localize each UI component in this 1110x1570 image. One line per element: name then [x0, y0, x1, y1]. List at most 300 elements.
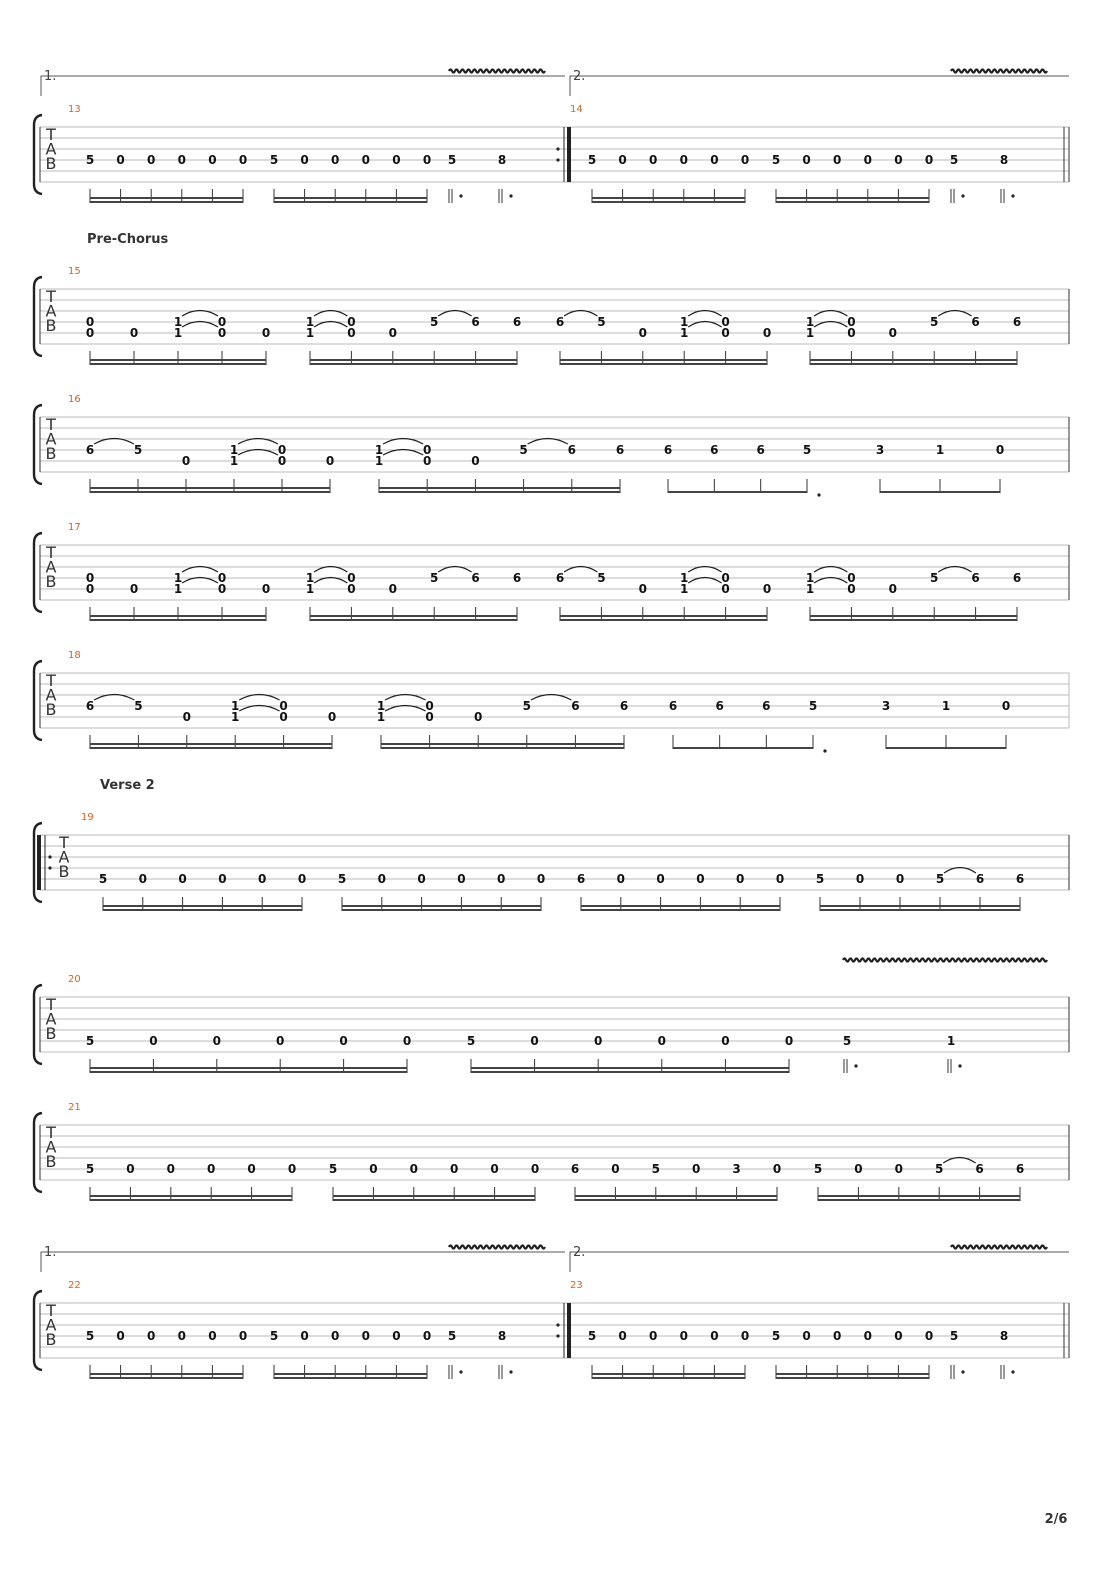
beam: [90, 1067, 407, 1069]
repeat-start-thick-bar: [37, 835, 41, 890]
fret-number: 1: [374, 454, 384, 468]
fret-number: 0: [327, 710, 337, 724]
tab-clef-letter: A: [45, 429, 57, 449]
repeat-end-thick-bar: [567, 127, 571, 182]
fret-number: 0: [471, 454, 480, 468]
beam: [274, 201, 427, 203]
fret-number: 0: [331, 153, 340, 167]
beam: [103, 909, 302, 911]
fret-number: 1: [305, 315, 315, 329]
volta-ending-bracket: [41, 1252, 565, 1272]
fret-number: 0: [116, 1329, 125, 1343]
fret-number: 5: [930, 315, 939, 329]
beam: [673, 747, 813, 749]
fret-number: 0: [129, 582, 139, 596]
beam: [818, 1199, 1020, 1201]
beam: [575, 1195, 777, 1197]
beam-group: [556, 311, 771, 366]
fret-number: 0: [847, 571, 856, 585]
fret-number: 5: [949, 1329, 959, 1343]
beam-group: [86, 439, 334, 494]
fret-number: 1: [229, 443, 239, 457]
vibrato-wavy-line: [843, 959, 1047, 962]
fret-number: 0: [696, 872, 705, 886]
fret-number: 0: [721, 326, 730, 340]
fret-number: 0: [182, 710, 191, 724]
fret-number: 5: [771, 153, 781, 167]
fret-number: 0: [277, 443, 287, 457]
fret-number: 0: [276, 1034, 285, 1048]
fret-number: 0: [638, 582, 647, 596]
augmentation-dot: [509, 1370, 512, 1373]
beam: [274, 1377, 427, 1379]
beam: [90, 1373, 243, 1375]
fret-number: 5: [447, 1329, 457, 1343]
fret-number: 0: [258, 872, 267, 886]
fret-number: 6: [971, 315, 980, 329]
beam: [668, 491, 807, 493]
fret-number: 5: [98, 872, 108, 886]
beam-group: [86, 311, 270, 366]
tab-system: [34, 778, 1069, 911]
volta-ending-bracket: [570, 1252, 1069, 1272]
fret-number: 0: [649, 153, 658, 167]
beam: [810, 359, 1017, 361]
tab-clef-letter: B: [45, 444, 57, 463]
beam: [310, 615, 517, 617]
fret-number: 0: [894, 1329, 903, 1343]
repeat-dot: [556, 158, 559, 161]
fret-number: 5: [430, 571, 439, 585]
fret-number: 0: [762, 326, 772, 340]
fret-number: 1: [305, 326, 315, 340]
fret-number: 1: [374, 443, 384, 457]
beam: [575, 1199, 777, 1201]
fret-number: 5: [597, 571, 606, 585]
tab-clef-letter: T: [46, 995, 56, 1014]
fret-number: 0: [388, 582, 397, 596]
fret-number: 5: [85, 153, 95, 167]
beam: [333, 1199, 535, 1201]
beam-group: [338, 872, 545, 911]
section-label: Pre-Chorus: [87, 232, 169, 247]
fret-number: 0: [863, 1329, 872, 1343]
fret-number: 0: [238, 1329, 248, 1343]
fret-number: 5: [842, 1034, 852, 1048]
tab-clef-letter: A: [58, 847, 70, 867]
fret-number: 0: [450, 1162, 459, 1176]
tab-system: [34, 394, 1069, 497]
fret-number: 0: [422, 153, 432, 167]
augmentation-dot: [817, 493, 820, 496]
fret-number: 0: [402, 1034, 412, 1048]
fret-number: 5: [813, 1162, 823, 1176]
beam-group: [375, 439, 624, 494]
fret-number: 0: [924, 1329, 934, 1343]
fret-number: 6: [975, 872, 985, 886]
fret-number: 0: [762, 582, 772, 596]
fret-number: 6: [975, 1162, 984, 1176]
fret-number: 5: [935, 1162, 944, 1176]
fret-number: 0: [888, 326, 897, 340]
tab-clef-letter: A: [45, 1009, 57, 1029]
fret-number: 5: [771, 1329, 781, 1343]
repeat-end-thick-bar: [567, 1303, 571, 1358]
fret-number: 0: [149, 1034, 158, 1048]
fret-number: 0: [740, 153, 750, 167]
beam: [381, 747, 624, 749]
fret-number: 0: [300, 153, 309, 167]
fret-number: 5: [447, 153, 457, 167]
fret-number: 0: [457, 872, 466, 886]
fret-number: 0: [147, 153, 156, 167]
measure-number: 21: [68, 1102, 81, 1113]
beam-group: [306, 311, 521, 366]
tab-clef-letter: A: [45, 301, 57, 321]
beam-group: [577, 872, 784, 911]
vibrato-wavy-line: [449, 70, 545, 73]
tab-clef-letter: T: [46, 1123, 56, 1142]
fret-number: 0: [347, 571, 356, 585]
beam: [592, 201, 745, 203]
beam: [810, 615, 1017, 617]
fret-number: 5: [430, 315, 439, 329]
beam: [581, 905, 780, 907]
fret-number: 0: [618, 1329, 627, 1343]
fret-number: 0: [530, 1162, 540, 1176]
fret-number: 0: [854, 1162, 863, 1176]
beam: [592, 1377, 745, 1379]
fret-number: 0: [217, 571, 227, 585]
fret-number: 6: [571, 699, 580, 713]
fret-number: 0: [423, 454, 432, 468]
tab-system: [34, 69, 1069, 203]
fret-number: 1: [173, 315, 183, 329]
fret-number: 0: [85, 315, 95, 329]
tab-clef-letter: T: [59, 833, 69, 852]
beam: [90, 1377, 243, 1379]
measure-number: 16: [68, 394, 81, 405]
beam: [776, 1373, 929, 1375]
fret-number: 5: [134, 699, 143, 713]
augmentation-dot: [1011, 1370, 1014, 1373]
beam-group: [86, 1034, 411, 1073]
volta-ending-number: 1.: [44, 1245, 57, 1260]
repeat-dot: [556, 147, 559, 150]
fret-number: 0: [423, 443, 432, 457]
fret-number: 6: [668, 699, 678, 713]
fret-number: 0: [409, 1162, 418, 1176]
repeat-dot: [556, 1334, 559, 1337]
fret-number: 0: [361, 153, 370, 167]
beam: [103, 905, 302, 907]
fret-number: 6: [971, 571, 980, 585]
fret-number: 1: [680, 582, 689, 596]
fret-number: 5: [466, 1034, 476, 1048]
beam-group: [806, 311, 1021, 366]
vibrato-wavy-line: [951, 70, 1047, 73]
fret-number: 8: [999, 1329, 1009, 1343]
fret-number: 8: [999, 153, 1009, 167]
fret-number: 0: [147, 1329, 156, 1343]
fret-number: 0: [924, 153, 934, 167]
fret-number: 0: [833, 1329, 842, 1343]
volta-ending-number: 1.: [44, 69, 57, 84]
fret-number: 5: [522, 699, 531, 713]
vibrato-wavy-line: [951, 1246, 1047, 1249]
measure-number: 13: [68, 104, 81, 115]
fret-number: 0: [638, 326, 647, 340]
fret-number: 0: [129, 326, 139, 340]
augmentation-dot: [854, 1064, 857, 1067]
fret-number: 0: [261, 326, 271, 340]
fret-number: 3: [875, 443, 885, 457]
fret-number: 0: [474, 710, 483, 724]
section-label: Verse 2: [100, 778, 155, 793]
tab-clef-letter: B: [45, 700, 57, 719]
beam: [776, 201, 929, 203]
beam: [90, 615, 266, 617]
beam: [90, 491, 330, 493]
augmentation-dot: [961, 194, 964, 197]
tab-clef-letter: A: [45, 685, 57, 705]
fret-number: 0: [247, 1162, 256, 1176]
beam: [880, 491, 1000, 493]
fret-number: 0: [530, 1034, 539, 1048]
beam: [342, 905, 541, 907]
beam: [379, 491, 620, 493]
beam-group: [814, 1158, 1024, 1202]
fret-number: 0: [847, 315, 856, 329]
fret-number: 0: [616, 872, 625, 886]
beam: [592, 1373, 745, 1375]
fret-number: 6: [756, 443, 765, 457]
fret-number: 0: [425, 710, 434, 724]
fret-number: 8: [497, 1329, 507, 1343]
fret-number: 1: [935, 443, 945, 457]
fret-number: 0: [802, 1329, 811, 1343]
fret-number: 0: [279, 699, 288, 713]
fret-number: 1: [376, 710, 386, 724]
beam: [560, 363, 767, 365]
augmentation-dot: [509, 194, 512, 197]
augmentation-dot: [1011, 194, 1014, 197]
beam-group: [669, 699, 827, 753]
fret-number: 0: [177, 1329, 186, 1343]
beam-group: [806, 567, 1021, 622]
fret-number: 0: [833, 153, 842, 167]
beam-group: [329, 1162, 539, 1201]
beam: [810, 619, 1017, 621]
fret-number: 0: [277, 454, 287, 468]
fret-number: 3: [881, 699, 891, 713]
volta-ending-bracket: [570, 76, 1069, 96]
fret-number: 5: [651, 1162, 660, 1176]
fret-number: 6: [619, 699, 629, 713]
measure-number: 18: [68, 650, 81, 661]
fret-number: 0: [261, 582, 271, 596]
fret-number: 0: [802, 153, 811, 167]
tab-clef-letter: A: [45, 1137, 57, 1157]
beam: [810, 363, 1017, 365]
fret-number: 0: [85, 326, 95, 340]
fret-number: 0: [710, 153, 719, 167]
fret-number: 0: [894, 1162, 903, 1176]
beam: [90, 1071, 407, 1073]
fret-number: 0: [178, 872, 187, 886]
beam: [776, 197, 929, 199]
tab-clef-letter: A: [45, 557, 57, 577]
fret-number: 1: [805, 315, 815, 329]
beam-group: [377, 695, 628, 750]
fret-number: 0: [863, 153, 872, 167]
fret-number: 6: [663, 443, 673, 457]
tab-clef-letter: B: [45, 1152, 57, 1171]
fret-number: 8: [497, 153, 507, 167]
repeat-dot: [48, 855, 51, 858]
fret-number: 1: [941, 699, 951, 713]
fret-number: 6: [1012, 571, 1022, 585]
tab-system: [34, 650, 1069, 753]
beam-group: [86, 1162, 296, 1201]
tab-clef-letter: B: [45, 1330, 57, 1349]
fret-number: 0: [710, 1329, 719, 1343]
fret-number: 0: [116, 153, 125, 167]
augmentation-dot: [823, 749, 826, 752]
fret-number: 6: [512, 571, 522, 585]
fret-number: 6: [555, 315, 565, 329]
beam: [90, 359, 266, 361]
beam: [310, 359, 517, 361]
fret-number: 0: [287, 1162, 297, 1176]
beam: [90, 197, 243, 199]
fret-number: 0: [181, 454, 191, 468]
fret-number: 0: [217, 326, 227, 340]
tab-clef-letter: B: [45, 1024, 57, 1043]
fret-number: 0: [721, 1034, 730, 1048]
fret-number: 1: [231, 699, 240, 713]
beam-group: [664, 443, 821, 497]
fret-number: 6: [471, 315, 480, 329]
fret-number: 0: [657, 1034, 666, 1048]
fret-number: 1: [946, 1034, 956, 1048]
tab-clef-letter: T: [46, 543, 56, 562]
measure-number: 23: [570, 1280, 583, 1291]
fret-number: 0: [207, 1162, 216, 1176]
beam: [560, 615, 767, 617]
fret-number: 0: [772, 1162, 782, 1176]
beam: [820, 905, 1020, 907]
fret-number: 5: [85, 1034, 95, 1048]
beam-group: [86, 695, 336, 750]
beam-group: [947, 1034, 962, 1073]
fret-number: 5: [815, 872, 825, 886]
tab-clef-letter: A: [45, 1315, 57, 1335]
fret-number: 1: [305, 571, 315, 585]
fret-number: 0: [85, 582, 95, 596]
fret-number: 5: [930, 571, 939, 585]
beam-group: [843, 1034, 858, 1073]
beam: [820, 909, 1020, 911]
fret-number: 0: [775, 872, 785, 886]
fret-number: 6: [710, 443, 719, 457]
fret-number: 0: [784, 1034, 794, 1048]
fret-number: 0: [594, 1034, 603, 1048]
beam: [342, 909, 541, 911]
tab-system: [34, 232, 1069, 365]
augmentation-dot: [459, 194, 462, 197]
beam: [90, 1195, 292, 1197]
fret-number: 0: [392, 153, 401, 167]
fret-number: 0: [417, 872, 426, 886]
fret-number: 6: [715, 699, 724, 713]
fret-number: 0: [369, 1162, 378, 1176]
fret-number: 1: [173, 582, 183, 596]
fret-number: 1: [680, 326, 689, 340]
measure-number: 19: [81, 812, 94, 823]
volta-ending-number: 2.: [573, 1245, 586, 1260]
beam-group: [816, 868, 1024, 912]
beam: [90, 487, 330, 489]
fret-number: 0: [218, 872, 227, 886]
fret-number: 0: [339, 1034, 348, 1048]
fret-number: 6: [576, 872, 586, 886]
measure-number: 20: [68, 974, 81, 985]
tab-clef-letter: B: [45, 572, 57, 591]
tab-clef-letter: T: [46, 671, 56, 690]
fret-number: 1: [305, 582, 315, 596]
fret-number: 0: [692, 1162, 701, 1176]
fret-number: 5: [328, 1162, 338, 1176]
fret-number: 1: [376, 699, 386, 713]
beam-group: [99, 872, 306, 911]
fret-number: 1: [805, 582, 815, 596]
measure-number: 22: [68, 1280, 81, 1291]
fret-number: 6: [1015, 872, 1025, 886]
tab-clef-letter: T: [46, 415, 56, 434]
fret-number: 6: [762, 699, 771, 713]
beam: [333, 1195, 535, 1197]
beam-group: [86, 567, 270, 622]
beam: [560, 359, 767, 361]
tab-clef-letter: T: [46, 125, 56, 144]
fret-number: 1: [680, 315, 689, 329]
fret-number: 0: [217, 582, 227, 596]
fret-number: 1: [805, 326, 815, 340]
beam-group: [571, 1162, 781, 1201]
fret-number: 5: [935, 872, 945, 886]
fret-number: 1: [229, 454, 239, 468]
fret-number: 3: [732, 1162, 741, 1176]
fret-number: 5: [85, 1329, 95, 1343]
fret-number: 0: [331, 1329, 340, 1343]
fret-number: 0: [1001, 699, 1011, 713]
fret-number: 5: [269, 153, 279, 167]
vibrato-wavy-line: [449, 1246, 545, 1249]
tab-system: [34, 522, 1069, 621]
tab-clef-letter: T: [46, 1301, 56, 1320]
fret-number: 6: [555, 571, 565, 585]
fret-number: 0: [361, 1329, 370, 1343]
fret-number: 0: [721, 315, 730, 329]
beam: [90, 201, 243, 203]
beam: [776, 1377, 929, 1379]
fret-number: 0: [300, 1329, 309, 1343]
beam-group: [306, 567, 521, 622]
fret-number: 0: [422, 1329, 432, 1343]
beam: [90, 747, 332, 749]
beam: [90, 743, 332, 745]
